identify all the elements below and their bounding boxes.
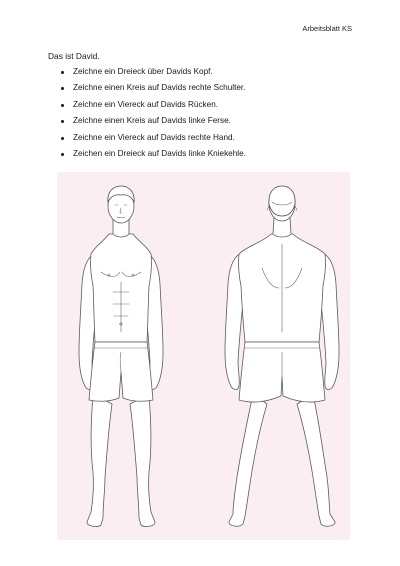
body-illustration-panel: [57, 172, 350, 540]
task-item: Zeichne einen Kreis auf Davids linke Ferse.: [48, 113, 246, 129]
task-item: Zeichne ein Viereck auf Davids Rücken.: [48, 97, 246, 113]
task-item: Zeichne einen Kreis auf Davids rechte Schulter.: [48, 80, 246, 96]
front-left-leg: [87, 394, 112, 526]
back-right-leg: [297, 394, 335, 526]
body-illustration: [57, 172, 350, 540]
back-view-figure: [225, 186, 339, 526]
back-left-leg: [229, 394, 267, 526]
intro-text: Das ist David.: [48, 51, 100, 61]
front-view-figure: [79, 186, 163, 526]
task-item: Zeichne ein Dreieck über Davids Kopf.: [48, 64, 246, 80]
front-right-leg: [130, 394, 155, 526]
task-list: [48, 64, 246, 162]
back-hair: [269, 186, 295, 216]
task-item: Zeichen ein Dreieck auf Davids linke Kniekehle.: [48, 146, 246, 162]
worksheet-label: Arbeitsblatt KS: [302, 24, 352, 33]
task-item: Zeichne ein Viereck auf Davids rechte Hand.: [48, 130, 246, 146]
